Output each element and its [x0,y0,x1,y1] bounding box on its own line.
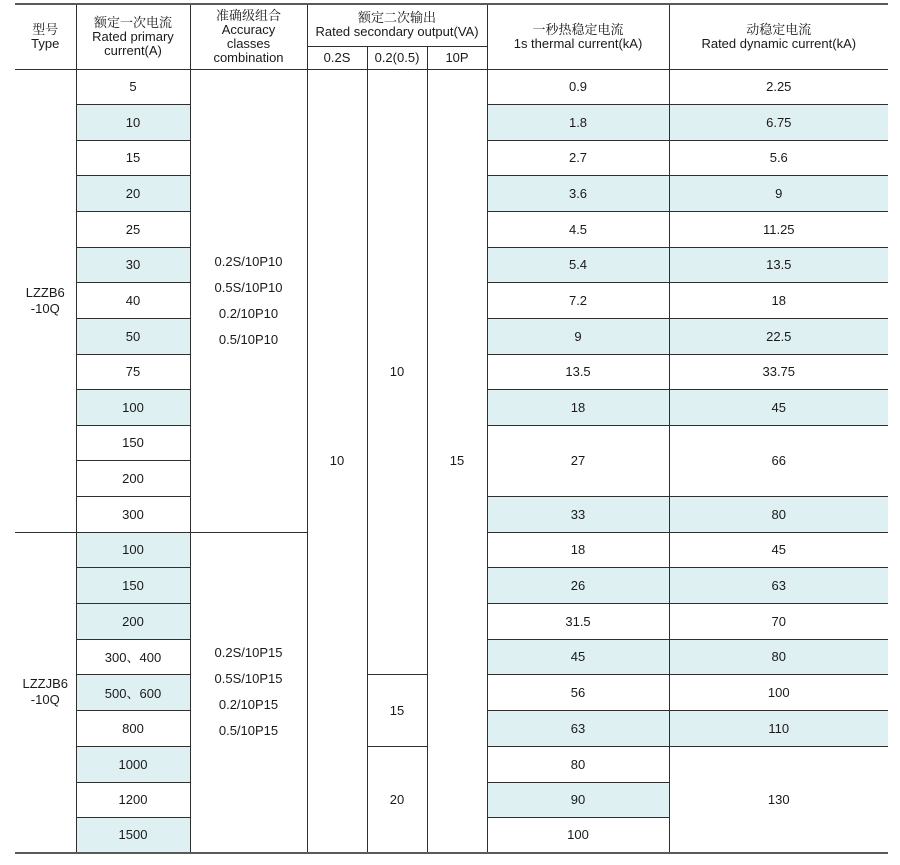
output-02-cell: 20 [367,746,427,853]
header-dynamic-en: Rated dynamic current(kA) [701,35,857,51]
primary-current-cell: 300 [76,496,190,532]
accuracy-line: 0.5/10P15 [218,723,279,739]
primary-current-cell: 1500 [76,817,190,853]
thermal-current-cell: 80 [487,746,669,782]
thermal-current-cell: 63 [487,710,669,746]
primary-current-cell: 20 [76,175,190,211]
thermal-current-cell: 5.4 [487,247,669,282]
thermal-current-cell: 18 [487,532,669,567]
dynamic-current-cell: 45 [669,532,888,567]
dynamic-current-cell: 2.25 [669,69,888,104]
dynamic-current-cell: 100 [669,674,888,710]
primary-current-cell: 25 [76,211,190,247]
accuracy-line: 0.5/10P10 [218,331,279,347]
dynamic-current-cell: 130 [669,746,888,853]
model-cell [15,69,76,532]
header-thermal-en: 1s thermal current(kA) [513,35,643,51]
primary-current-cell: 40 [76,282,190,318]
primary-current-cell: 100 [76,532,190,567]
primary-current-cell: 150 [76,567,190,603]
spec-table [15,3,888,854]
header-accuracy-en1: Accuracy [221,21,276,37]
model-name-line2: -10Q [30,692,60,708]
header-type-en: Type [31,35,60,51]
thermal-current-cell: 18 [487,389,669,425]
dynamic-current-cell: 45 [669,389,888,425]
header-primary-en1: Rated primary [92,28,174,44]
thermal-current-cell: 3.6 [487,175,669,211]
header-secondary-output [307,4,487,46]
thermal-current-cell: 9 [487,318,669,354]
primary-current-cell: 10 [76,104,190,140]
primary-current-cell: 800 [76,710,190,746]
header-dynamic-current [669,4,888,69]
header-accuracy-en2: classes [226,35,271,51]
accuracy-line: 0.2S/10P10 [214,253,283,269]
accuracy-line: 0.2/10P15 [218,697,279,713]
dynamic-current-cell: 22.5 [669,318,888,354]
dynamic-current-cell: 5.6 [669,140,888,175]
thermal-current-cell: 100 [487,817,669,853]
dynamic-current-cell: 80 [669,639,888,674]
dynamic-current-cell: 13.5 [669,247,888,282]
dynamic-current-cell: 6.75 [669,104,888,140]
thermal-current-cell: 45 [487,639,669,674]
thermal-current-cell: 13.5 [487,354,669,389]
output-02-cell: 10 [367,69,427,674]
output-10p-cell: 15 [427,69,487,853]
accuracy-combination-cell [190,532,307,853]
accuracy-line: 0.5S/10P10 [214,279,283,295]
header-accuracy-cn: 准确级组合 [215,7,281,23]
thermal-current-cell: 7.2 [487,282,669,318]
thermal-current-cell: 1.8 [487,104,669,140]
primary-current-cell: 1000 [76,746,190,782]
accuracy-line: 0.5S/10P15 [214,671,283,687]
header-primary-current [76,4,190,69]
primary-current-cell: 30 [76,247,190,282]
header-thermal-current [487,4,669,69]
output-02-cell: 15 [367,674,427,746]
primary-current-cell: 50 [76,318,190,354]
dynamic-current-cell: 110 [669,710,888,746]
primary-current-cell: 75 [76,354,190,389]
dynamic-current-cell: 80 [669,496,888,532]
accuracy-line: 0.2/10P10 [218,305,279,321]
primary-current-cell: 200 [76,460,190,496]
header-type-cn: 型号 [32,21,59,37]
primary-current-cell: 150 [76,425,190,460]
header-sub-02s: 0.2S [307,46,367,69]
thermal-current-cell: 33 [487,496,669,532]
dynamic-current-cell: 66 [669,425,888,496]
primary-current-cell: 200 [76,603,190,639]
thermal-current-cell: 2.7 [487,140,669,175]
thermal-current-cell: 90 [487,782,669,817]
header-sub-02: 0.2(0.5) [367,46,427,69]
thermal-current-cell: 31.5 [487,603,669,639]
model-name-line1: LZZJB6 [22,676,68,692]
dynamic-current-cell: 70 [669,603,888,639]
primary-current-cell: 15 [76,140,190,175]
dynamic-current-cell: 11.25 [669,211,888,247]
header-accuracy-en3: combination [213,49,284,65]
model-name-line2: -10Q [30,300,60,316]
header-sub-10p: 10P [427,46,487,69]
model-name-line1: LZZB6 [25,284,65,300]
header-primary-cn: 额定一次电流 [93,14,172,30]
header-secondary-cn: 额定二次输出 [358,10,437,26]
output-02s-cell: 10 [307,69,367,853]
dynamic-current-cell: 33.75 [669,354,888,389]
primary-current-cell: 1200 [76,782,190,817]
thermal-current-cell: 56 [487,674,669,710]
thermal-current-cell: 4.5 [487,211,669,247]
thermal-current-cell: 26 [487,567,669,603]
primary-current-cell: 500、600 [76,674,190,710]
header-type [15,4,76,69]
dynamic-current-cell: 18 [669,282,888,318]
primary-current-cell: 300、400 [76,639,190,674]
header-dynamic-cn: 动稳定电流 [746,21,812,37]
primary-current-cell: 100 [76,389,190,425]
header-secondary-en: Rated secondary output(VA) [315,24,479,40]
dynamic-current-cell: 9 [669,175,888,211]
accuracy-line: 0.2S/10P15 [214,645,283,661]
header-accuracy [190,4,307,69]
thermal-current-cell: 27 [487,425,669,496]
header-thermal-cn: 一秒热稳定电流 [532,21,624,37]
model-cell [15,532,76,853]
accuracy-combination-cell [190,69,307,532]
header-primary-en2: current(A) [104,42,162,58]
thermal-current-cell: 0.9 [487,69,669,104]
dynamic-current-cell: 63 [669,567,888,603]
primary-current-cell: 5 [76,69,190,104]
